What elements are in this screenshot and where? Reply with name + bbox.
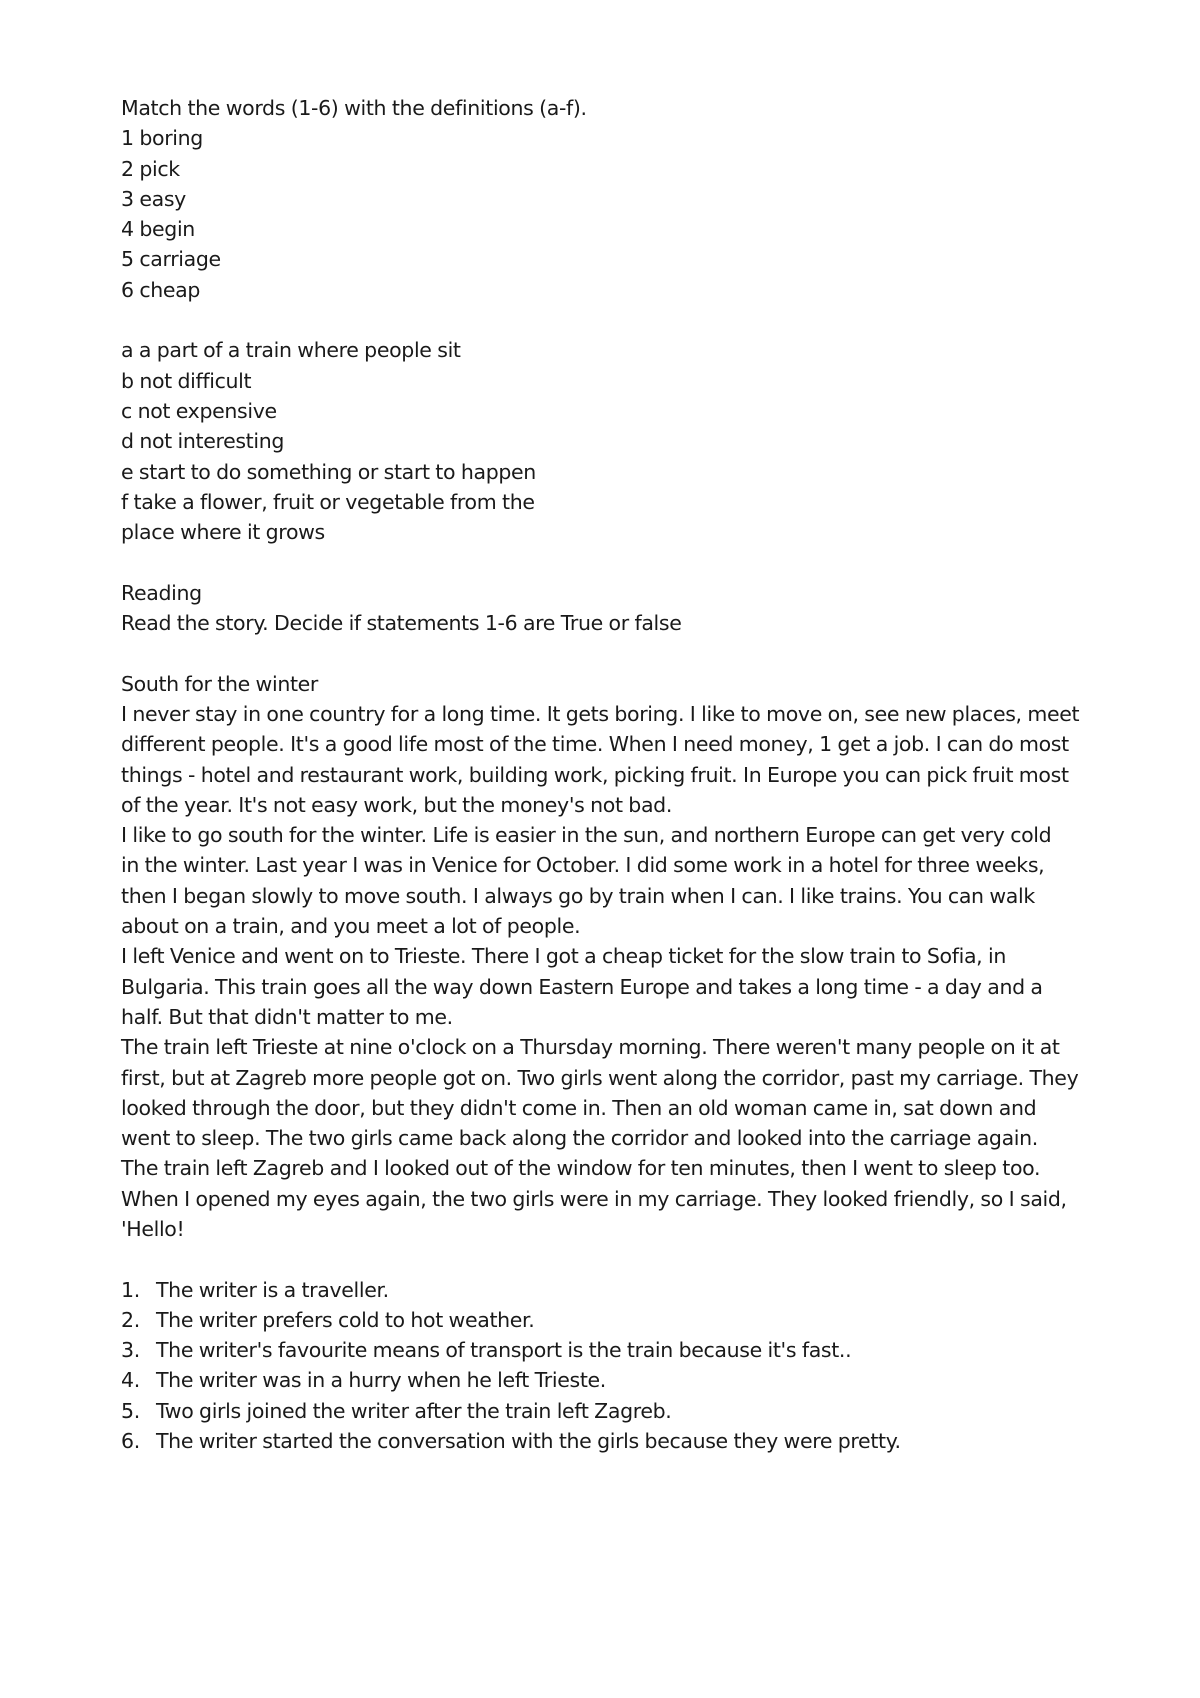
story-line: in the winter. Last year I was in Venice for October. I did some work in a hotel for three weeks, — [121, 853, 1045, 878]
spacer — [121, 638, 1131, 668]
statement-item — [121, 1335, 1131, 1365]
statement-number: 1. — [121, 1277, 140, 1302]
definition-list — [121, 335, 1131, 547]
worksheet-page — [121, 93, 1131, 1456]
story-line: things - hotel and restaurant work, building work, picking fruit. In Europe you can pick fruit most — [121, 762, 1069, 787]
statement-number: 6. — [121, 1429, 140, 1454]
word-item: 1 boring — [121, 126, 203, 151]
definition-item: b not difficult — [121, 368, 252, 393]
word-item: 6 cheap — [121, 277, 201, 302]
word-list — [121, 123, 1131, 305]
word-item: 3 easy — [121, 186, 186, 211]
statement-item — [121, 1365, 1131, 1395]
statement-number: 5. — [121, 1398, 140, 1423]
statement-number: 4. — [121, 1368, 140, 1393]
statement-text: Two girls joined the writer after the train left Zagreb. — [156, 1398, 672, 1423]
spacer — [121, 1244, 1131, 1274]
statement-item — [121, 1396, 1131, 1426]
statement-text: The writer prefers cold to hot weather. — [156, 1307, 535, 1332]
story-text — [121, 699, 1131, 1244]
definition-item: e start to do something or start to happen — [121, 459, 536, 484]
story-line: about on a train, and you meet a lot of people. — [121, 914, 581, 939]
word-item: 5 carriage — [121, 247, 221, 272]
statement-list — [121, 1275, 1131, 1457]
story-line: I like to go south for the winter. Life is easier in the sun, and northern Europe can get very cold — [121, 823, 1052, 848]
definition-item: place where it grows — [121, 520, 325, 545]
word-item: 4 begin — [121, 217, 195, 242]
story-line: different people. It's a good life most of the time. When I need money, 1 get a job. I can do most — [121, 732, 1069, 757]
statement-item — [121, 1305, 1131, 1335]
reading-instruction: Read the story. Decide if statements 1-6 are True or false — [121, 611, 682, 636]
story-line: The train left Zagreb and I looked out of the window for ten minutes, then I went to sleep too. — [121, 1156, 1041, 1181]
definition-item: d not interesting — [121, 429, 285, 454]
story-line: I never stay in one country for a long time. It gets boring. I like to move on, see new places, meet — [121, 701, 1080, 726]
story-line: 'Hello! — [121, 1216, 185, 1241]
story-line: first, but at Zagreb more people got on. Two girls went along the corridor, past my carriage. They — [121, 1065, 1079, 1090]
definition-item: c not expensive — [121, 398, 277, 423]
story-line: went to sleep. The two girls came back along the corridor and looked into the carriage again. — [121, 1126, 1038, 1151]
spacer — [121, 547, 1131, 577]
statement-number: 3. — [121, 1338, 140, 1363]
story-line: I left Venice and went on to Trieste. There I got a cheap ticket for the slow train to Sofia, in — [121, 944, 1006, 969]
statement-text: The writer started the conversation with the girls because they were pretty. — [156, 1429, 901, 1454]
vocabulary-instruction: Match the words (1-6) with the definitions (a-f). — [121, 96, 587, 120]
story-line: half. But that didn't matter to me. — [121, 1004, 453, 1029]
definition-item: a a part of a train where people sit — [121, 338, 461, 363]
statement-item — [121, 1426, 1131, 1456]
statement-text: The writer's favourite means of transport is the train because it's fast.. — [156, 1338, 852, 1363]
reading-heading: Reading — [121, 580, 202, 605]
story-line: then I began slowly to move south. I always go by train when I can. I like trains. You can walk — [121, 883, 1035, 908]
spacer — [121, 305, 1131, 335]
story-line: Bulgaria. This train goes all the way down Eastern Europe and takes a long time - a day and a — [121, 974, 1043, 999]
story-line: The train left Trieste at nine o'clock on a Thursday morning. There weren't many people on it at — [121, 1035, 1060, 1060]
statement-number: 2. — [121, 1307, 140, 1332]
definition-item: f take a flower, fruit or vegetable from the — [121, 489, 535, 514]
story-line: looked through the door, but they didn't come in. Then an old woman came in, sat down and — [121, 1095, 1037, 1120]
story-title: South for the winter — [121, 671, 318, 696]
word-item: 2 pick — [121, 156, 180, 181]
statement-text: The writer was in a hurry when he left Trieste. — [156, 1368, 606, 1393]
story-line: When I opened my eyes again, the two girls were in my carriage. They looked friendly, so I said, — [121, 1186, 1067, 1211]
statement-text: The writer is a traveller. — [156, 1277, 389, 1302]
statement-item — [121, 1275, 1131, 1305]
story-line: of the year. It's not easy work, but the money's not bad. — [121, 792, 673, 817]
